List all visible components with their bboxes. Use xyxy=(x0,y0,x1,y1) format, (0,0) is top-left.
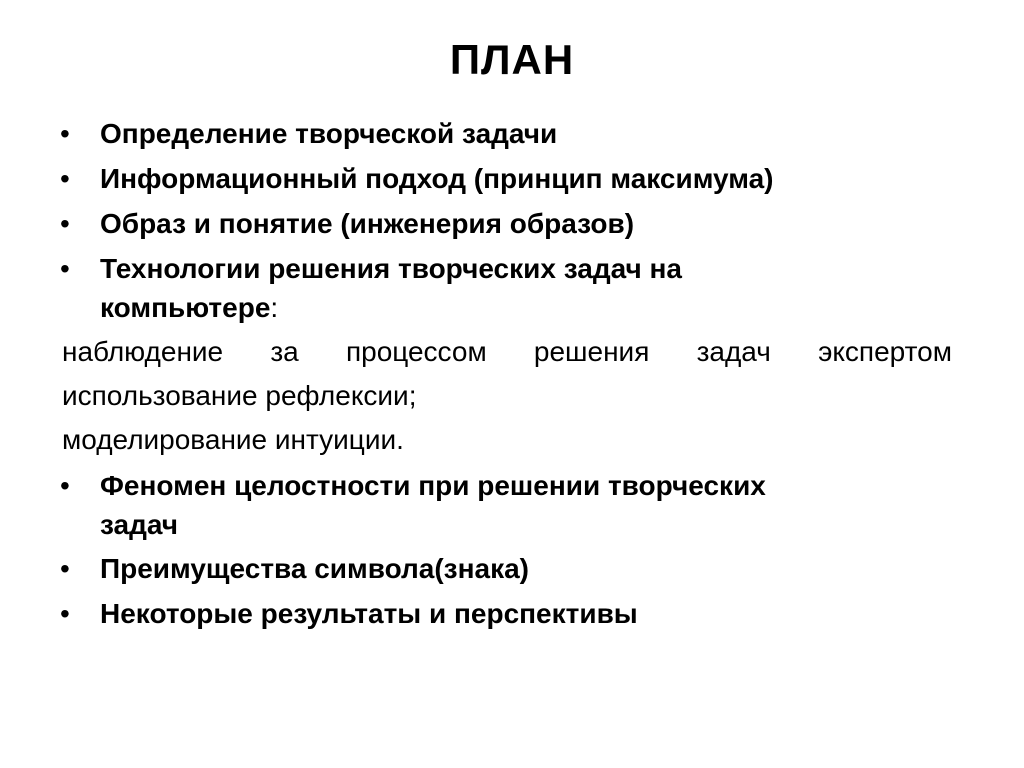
bullet-text: Определение творческой задачи xyxy=(100,118,558,149)
bullet-text-line2: задач xyxy=(100,509,179,540)
sub-line-2: использование рефлексии; xyxy=(62,380,417,411)
bullet-text-line1: Феномен целостности при решении творческих xyxy=(100,470,766,501)
bullet-dot-icon: • xyxy=(60,598,70,629)
sub-line-word: наблюдение xyxy=(62,336,224,367)
sub-line-3: моделирование интуиции. xyxy=(62,424,404,455)
bullet-dot-icon: • xyxy=(60,118,70,149)
bullet-text: Образ и понятие (инженерия образов) xyxy=(100,208,635,239)
sub-line-word: процессом xyxy=(345,336,487,367)
bullet-dot-icon: • xyxy=(60,163,70,194)
bullet-dot-icon: • xyxy=(60,553,70,584)
bullet-dot-icon: • xyxy=(60,208,70,239)
slide-title: ПЛАН xyxy=(449,36,575,83)
sub-line-1 xyxy=(62,330,952,374)
sub-line-word: за xyxy=(270,336,299,367)
bullet-dot-icon: • xyxy=(60,470,70,501)
bullet-dot-icon: • xyxy=(60,253,70,284)
bullet-text: Преимущества символа(знака) xyxy=(100,553,529,584)
bullet-text: Некоторые результаты и перспективы xyxy=(100,598,638,629)
bullet-text-bold-part: компьютере xyxy=(100,292,271,323)
sub-line-word: решения xyxy=(533,336,650,367)
bullet-text-line1: Технологии решения творческих задач на xyxy=(100,253,682,284)
bullet-text-line2 xyxy=(100,286,960,330)
bullet-text: Информационный подход (принцип максимума) xyxy=(100,163,774,194)
sub-line-word: экспертом xyxy=(818,336,952,367)
bullet-text-suffix: : xyxy=(270,292,279,323)
sub-line-word: задач xyxy=(696,336,771,367)
